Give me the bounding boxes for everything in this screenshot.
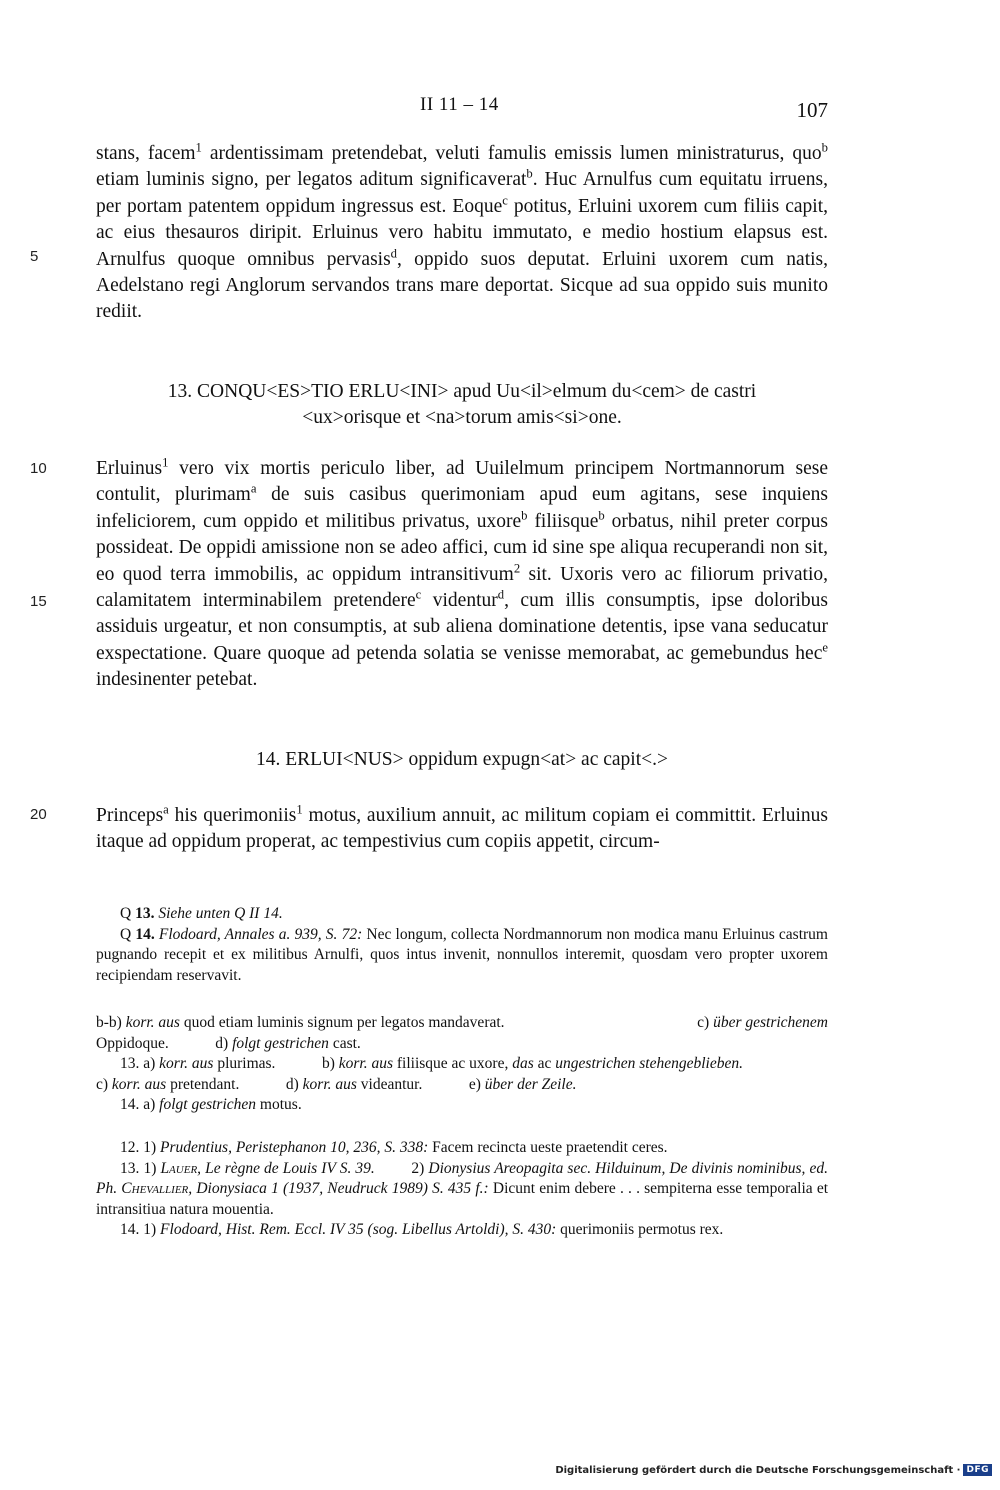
source-notes: Q 13. Siehe unten Q II 14. Q 14. Flodoard, Annales a. 939, S. 72: Nec longum, collecta Nordmannorum non modica manu Erluinus castrum pugnando recepit et ex militibus Arnulfi, quos intus invenit, nonnullos interemit, quosdam vero propter uxorem recipiendam reservavit. <box>96 905 828 984</box>
line-number: 20 <box>30 806 47 823</box>
critical-apparatus: b-b) korr. aus quod etiam luminis signum per legatos mandaverat. c) über gestrichenem Oppidoque. d) folgt gestrichen cast. 13. a) korr. aus plurimas. b) korr. aus filiisque ac uxore, das ac ungestrichen stehengeblieben. c) korr. aus pretendant. d) korr. aus videantur. e) über der Zeile. 14. a) folgt gestrichen motus. <box>96 1014 828 1114</box>
running-head: II 11 – 14 <box>420 94 499 115</box>
commentary-notes: 12. 1) Prudentius, Peristephanon 10, 236, S. 338: Facem recincta ueste praetendit ceres. 13. 1) Lauer, Le règne de Louis IV S. 39. 2) Dionysius Areopagita sec. Hilduinum, De divinis nominibus, ed. Ph. Chevallier, Dionysiaca 1 (1937, Neudruck 1989) S. 435 f.: Dicunt enim debere . . . sempiterna esse temporalia et intransitiua natura mouentia. 14. 1) Flodoard, Hist. Rem. Eccl. IV 35 (sog. Libellus Artoldi), S. 430: querimoniis permotus rex. <box>96 1139 829 1239</box>
line-number: 10 <box>30 460 47 477</box>
line-number: 5 <box>30 248 39 265</box>
chapter-13-heading: 13. CONQU<ES>TIO ERLU<INI> apud Uu<il>elmum du<cem> de castri <ux>orisque et <na>torum amis<si>one. <box>167 381 757 428</box>
chapter-14-heading: 14. ERLUI<NUS> oppidum expugn<at> ac capit<.> <box>255 749 669 770</box>
line-number: 15 <box>30 593 47 610</box>
dfg-logo: DFG <box>963 1464 992 1476</box>
paragraph-14: Princeps$^a$ his querimoniis$^1$ motus, auxilium annuit, ac militum copiam ei committit. Erluinus itaque ad oppidum properat, ac tempestivius cum copiis appetit, circum- <box>96 802 829 853</box>
digitization-credit: Digitalisierung gefördert durch die Deutsche Forschungsgemeinschaft · DFG <box>555 1464 992 1476</box>
paragraph-12-continued: stans, facem$^1$ ardentissimam pretendebat, veluti famulis emissis lumen ministraturus, quo$^b$ etiam luminis signo, per legatos aditum significaverat$^b$. Huc Arnulfus cum equitatu irruens, per portam patentem oppidum ingressus est. Eoque$^c$ potitus, Erluini uxorem cum filiis capit, ac eius thesauros diripit. Erluinus vero habitu immutato, e medio hostium elapsus est. Arnulfus quoque omnibus pervasis$^d$, oppido suos deputat. Erluini uxorem cum natis, Aedelstano regi Anglorum servandos trans mare deportat. Sicque ad sua oppido suis munito rediit. <box>96 140 828 323</box>
page-number: 107 <box>796 98 828 122</box>
paragraph-13: Erluinus$^1$ vero vix mortis periculo liber, ad Uuilelmum principem Nortmannorum sese contulit, plurimam$^a$ de suis casibus querimoniam apud eum agitans, sese inquiens infeliciorem, cum oppido et militibus privatus, uxore$^b$ filiisque$^b$ orbatus, nihil preter corpus possideat. De oppidi amissione non se adeo affici, cum id sine spe aliqua recuperandi non sit, eo quod terra immobilis, ac oppidum intransitivum$^2$ sit. Uxoris vero ac filiorum privatio, calamitatem interminabilem pretendere$^c$ videntur$^d$, cum illis consumptis, ipse doloribus assiduis urgeatur, et non consumptis, at sub aliena dominatione detentis, ipse vana seducatur exspectatione. Quare quoque ad petenda solatia se venisse memorabat, ac gemebundus hec$^e$ indesinenter petebat. <box>96 455 828 691</box>
